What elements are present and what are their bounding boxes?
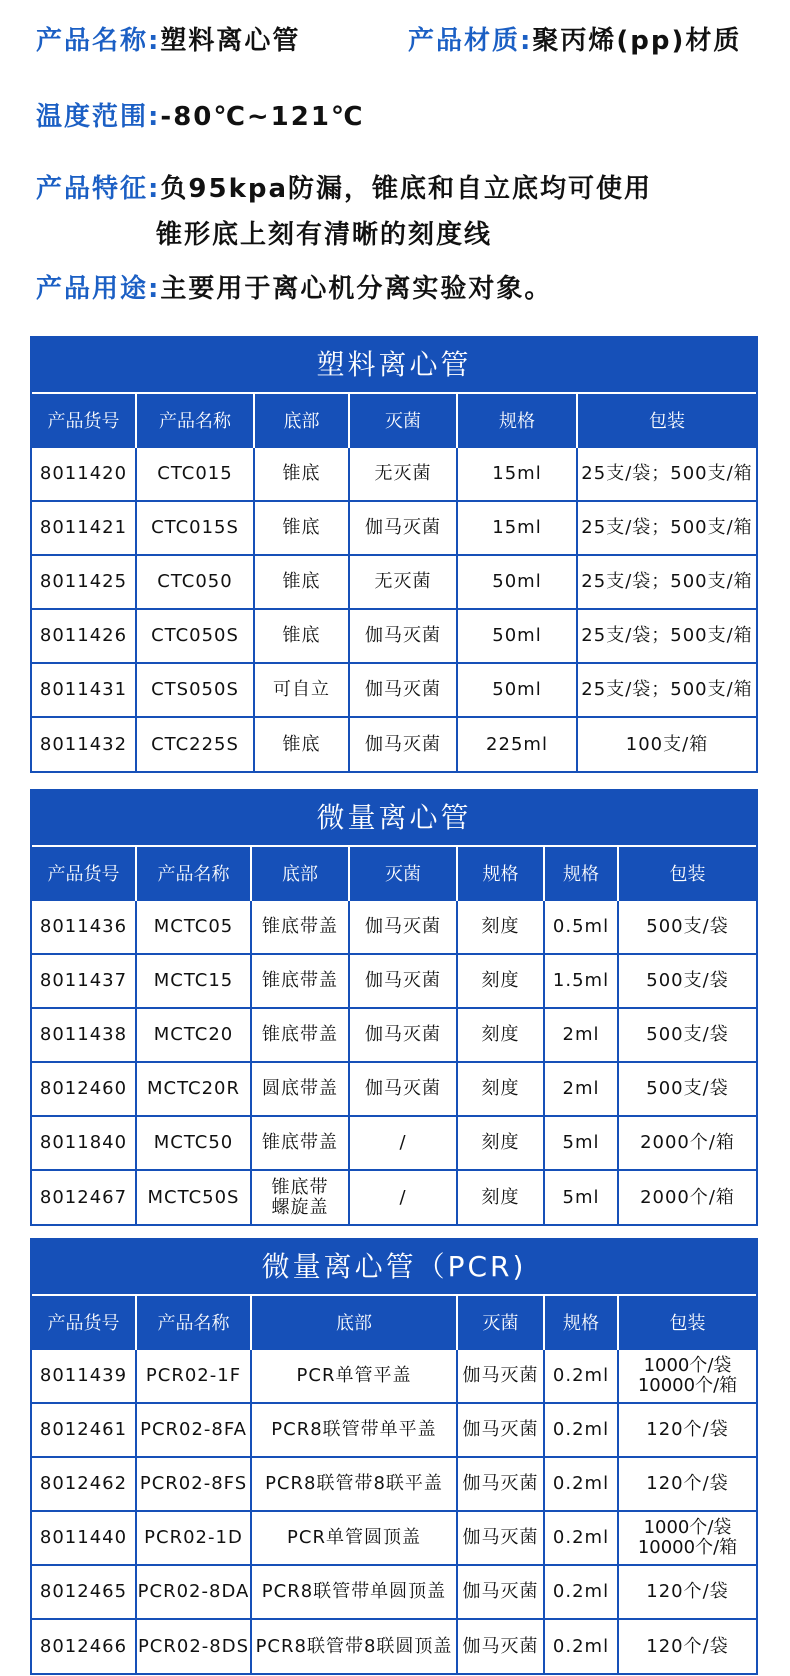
cell-packaging: 500支/袋 bbox=[618, 900, 756, 954]
product-material-value: 聚丙烯(pp)材质 bbox=[532, 26, 742, 56]
cell-bottom: 锥底带 螺旋盖 bbox=[251, 1170, 349, 1224]
cell-product-name: CTC050 bbox=[136, 555, 254, 609]
cell-product-name: PCR02-8FS bbox=[136, 1457, 251, 1511]
cell-packaging: 1000个/袋 10000个/箱 bbox=[618, 1349, 756, 1403]
cell-packaging: 25支/袋；500支/箱 bbox=[577, 609, 756, 663]
cell-packaging: 120个/袋 bbox=[618, 1403, 756, 1457]
cell-packaging: 25支/袋；500支/箱 bbox=[577, 555, 756, 609]
cell-volume: 2ml bbox=[544, 1008, 618, 1062]
cell-spec: 50ml bbox=[457, 555, 577, 609]
cell-product-name: MCTC15 bbox=[136, 954, 251, 1008]
cell-sterilization: 伽马灭菌 bbox=[457, 1403, 544, 1457]
cell-sterilization: 伽马灭菌 bbox=[457, 1619, 544, 1673]
cell-sterilization: 伽马灭菌 bbox=[349, 954, 457, 1008]
table-row bbox=[32, 954, 756, 1008]
cell-item-no: 8011439 bbox=[32, 1349, 136, 1403]
cell-packaging: 500支/袋 bbox=[618, 1008, 756, 1062]
table-title: 微量离心管（PCR) bbox=[32, 1240, 756, 1296]
cell-sterilization: 伽马灭菌 bbox=[349, 609, 457, 663]
cell-product-name: CTC015S bbox=[136, 501, 254, 555]
cell-bottom: 可自立 bbox=[254, 663, 349, 717]
table-row bbox=[32, 1457, 756, 1511]
cell-bottom: PCR8联管带8联平盖 bbox=[251, 1457, 457, 1511]
col-header-sterilization: 灭菌 bbox=[349, 394, 457, 447]
table-row bbox=[32, 1008, 756, 1062]
col-header-product-name: 产品名称 bbox=[136, 394, 254, 447]
cell-bottom: PCR单管圆顶盖 bbox=[251, 1511, 457, 1565]
cell-spec: 刻度 bbox=[457, 1062, 544, 1116]
temperature-label: 温度范围: bbox=[36, 102, 161, 132]
col-header-product-name: 产品名称 bbox=[136, 1296, 251, 1349]
cell-spec: 0.2ml bbox=[544, 1349, 618, 1403]
cell-sterilization: 伽马灭菌 bbox=[457, 1511, 544, 1565]
cell-product-name: CTS050S bbox=[136, 663, 254, 717]
cell-sterilization: / bbox=[349, 1170, 457, 1224]
cell-item-no: 8011840 bbox=[32, 1116, 136, 1170]
cell-sterilization: 伽马灭菌 bbox=[349, 717, 457, 771]
cell-bottom: 圆底带盖 bbox=[251, 1062, 349, 1116]
cell-sterilization: 伽马灭菌 bbox=[349, 663, 457, 717]
temperature-value: -80℃~121℃ bbox=[160, 102, 365, 132]
cell-bottom: PCR8联管带单圆顶盖 bbox=[251, 1565, 457, 1619]
cell-packaging: 25支/袋；500支/箱 bbox=[577, 663, 756, 717]
cell-spec: 刻度 bbox=[457, 900, 544, 954]
col-header-product-name: 产品名称 bbox=[136, 847, 251, 900]
col-header-spec: 规格 bbox=[544, 1296, 618, 1349]
feature-row-2 bbox=[156, 214, 492, 251]
cell-bottom: 锥底 bbox=[254, 501, 349, 555]
table-row bbox=[32, 1170, 756, 1224]
table-row bbox=[32, 501, 756, 555]
cell-volume: 2ml bbox=[544, 1062, 618, 1116]
product-name-row bbox=[36, 20, 300, 57]
cell-packaging: 120个/袋 bbox=[618, 1565, 756, 1619]
cell-spec: 15ml bbox=[457, 447, 577, 501]
cell-spec: 50ml bbox=[457, 609, 577, 663]
cell-sterilization: 伽马灭菌 bbox=[349, 900, 457, 954]
cell-volume: 5ml bbox=[544, 1170, 618, 1224]
cell-spec: 225ml bbox=[457, 717, 577, 771]
table-micro-tubes bbox=[30, 789, 758, 1226]
cell-item-no: 8012465 bbox=[32, 1565, 136, 1619]
table-header-row bbox=[32, 847, 756, 900]
cell-item-no: 8012461 bbox=[32, 1403, 136, 1457]
cell-product-name: MCTC50S bbox=[136, 1170, 251, 1224]
cell-bottom: 锥底带盖 bbox=[251, 954, 349, 1008]
cell-bottom: PCR8联管带8联圆顶盖 bbox=[251, 1619, 457, 1673]
cell-bottom: 锥底 bbox=[254, 447, 349, 501]
col-header-sterilization: 灭菌 bbox=[349, 847, 457, 900]
feature-line-2: 锥形底上刻有清晰的刻度线 bbox=[156, 220, 493, 250]
col-header-packaging: 包装 bbox=[618, 847, 756, 900]
cell-bottom: 锥底 bbox=[254, 717, 349, 771]
cell-spec: 刻度 bbox=[457, 1116, 544, 1170]
cell-item-no: 8011438 bbox=[32, 1008, 136, 1062]
table-grid bbox=[32, 1296, 756, 1673]
usage-row bbox=[36, 268, 552, 305]
col-header-bottom: 底部 bbox=[251, 847, 349, 900]
cell-item-no: 8011425 bbox=[32, 555, 136, 609]
table-row bbox=[32, 555, 756, 609]
col-header-packaging: 包装 bbox=[577, 394, 756, 447]
cell-item-no: 8011436 bbox=[32, 900, 136, 954]
cell-item-no: 8011421 bbox=[32, 501, 136, 555]
cell-packaging: 2000个/箱 bbox=[618, 1116, 756, 1170]
cell-product-name: PCR02-1D bbox=[136, 1511, 251, 1565]
cell-spec: 0.2ml bbox=[544, 1619, 618, 1673]
cell-spec: 0.2ml bbox=[544, 1403, 618, 1457]
cell-packaging: 25支/袋；500支/箱 bbox=[577, 501, 756, 555]
col-header-bottom: 底部 bbox=[254, 394, 349, 447]
col-header-spec: 规格 bbox=[457, 847, 544, 900]
cell-spec: 0.2ml bbox=[544, 1511, 618, 1565]
feature-row bbox=[36, 168, 652, 205]
cell-volume: 5ml bbox=[544, 1116, 618, 1170]
cell-spec: 刻度 bbox=[457, 954, 544, 1008]
cell-sterilization: 伽马灭菌 bbox=[457, 1565, 544, 1619]
cell-product-name: PCR02-8DA bbox=[136, 1565, 251, 1619]
cell-sterilization: / bbox=[349, 1116, 457, 1170]
cell-packaging: 25支/袋；500支/箱 bbox=[577, 447, 756, 501]
cell-item-no: 8012462 bbox=[32, 1457, 136, 1511]
cell-spec: 刻度 bbox=[457, 1008, 544, 1062]
cell-packaging: 100支/箱 bbox=[577, 717, 756, 771]
col-header-item-no: 产品货号 bbox=[32, 1296, 136, 1349]
table-row bbox=[32, 663, 756, 717]
cell-sterilization: 伽马灭菌 bbox=[349, 1008, 457, 1062]
table-row bbox=[32, 1619, 756, 1673]
cell-product-name: MCTC20R bbox=[136, 1062, 251, 1116]
table-row bbox=[32, 900, 756, 954]
cell-item-no: 8011426 bbox=[32, 609, 136, 663]
product-name-value: 塑料离心管 bbox=[160, 26, 301, 56]
cell-item-no: 8012467 bbox=[32, 1170, 136, 1224]
cell-packaging: 1000个/袋 10000个/箱 bbox=[618, 1511, 756, 1565]
col-header-packaging: 包装 bbox=[618, 1296, 756, 1349]
table-row bbox=[32, 1116, 756, 1170]
feature-label: 产品特征: bbox=[36, 174, 161, 204]
col-header-item-no: 产品货号 bbox=[32, 847, 136, 900]
cell-product-name: PCR02-8FA bbox=[136, 1403, 251, 1457]
cell-bottom: PCR8联管带单平盖 bbox=[251, 1403, 457, 1457]
usage-value: 主要用于离心机分离实验对象。 bbox=[160, 274, 553, 304]
col-header-spec: 规格 bbox=[457, 394, 577, 447]
cell-volume: 0.5ml bbox=[544, 900, 618, 954]
product-name-label: 产品名称: bbox=[36, 26, 161, 56]
table-title: 塑料离心管 bbox=[32, 338, 756, 394]
temperature-row bbox=[36, 96, 364, 133]
cell-sterilization: 伽马灭菌 bbox=[349, 1062, 457, 1116]
table-row bbox=[32, 609, 756, 663]
cell-bottom: 锥底带盖 bbox=[251, 1116, 349, 1170]
cell-bottom: PCR单管平盖 bbox=[251, 1349, 457, 1403]
cell-volume: 1.5ml bbox=[544, 954, 618, 1008]
table-row bbox=[32, 1403, 756, 1457]
table-header-row bbox=[32, 394, 756, 447]
cell-spec: 0.2ml bbox=[544, 1565, 618, 1619]
cell-packaging: 2000个/箱 bbox=[618, 1170, 756, 1224]
cell-packaging: 500支/袋 bbox=[618, 1062, 756, 1116]
table-title: 微量离心管 bbox=[32, 791, 756, 847]
cell-product-name: CTC050S bbox=[136, 609, 254, 663]
cell-bottom: 锥底 bbox=[254, 609, 349, 663]
cell-spec: 50ml bbox=[457, 663, 577, 717]
cell-bottom: 锥底带盖 bbox=[251, 900, 349, 954]
cell-item-no: 8011432 bbox=[32, 717, 136, 771]
cell-bottom: 锥底 bbox=[254, 555, 349, 609]
cell-packaging: 120个/袋 bbox=[618, 1457, 756, 1511]
cell-item-no: 8011437 bbox=[32, 954, 136, 1008]
col-header-spec-volume: 规格 bbox=[544, 847, 618, 900]
table-row bbox=[32, 1565, 756, 1619]
cell-product-name: MCTC50 bbox=[136, 1116, 251, 1170]
table-grid bbox=[32, 394, 756, 771]
cell-spec: 0.2ml bbox=[544, 1457, 618, 1511]
cell-product-name: MCTC20 bbox=[136, 1008, 251, 1062]
col-header-bottom: 底部 bbox=[251, 1296, 457, 1349]
cell-spec: 15ml bbox=[457, 501, 577, 555]
product-material-row bbox=[408, 20, 741, 57]
cell-item-no: 8011420 bbox=[32, 447, 136, 501]
cell-item-no: 8012460 bbox=[32, 1062, 136, 1116]
col-header-sterilization: 灭菌 bbox=[457, 1296, 544, 1349]
table-row bbox=[32, 447, 756, 501]
cell-sterilization: 伽马灭菌 bbox=[457, 1457, 544, 1511]
cell-product-name: PCR02-8DS bbox=[136, 1619, 251, 1673]
table-row bbox=[32, 1062, 756, 1116]
table-row bbox=[32, 1511, 756, 1565]
usage-label: 产品用途: bbox=[36, 274, 161, 304]
table-row bbox=[32, 1349, 756, 1403]
cell-sterilization: 无灭菌 bbox=[349, 555, 457, 609]
product-material-label: 产品材质: bbox=[408, 26, 533, 56]
cell-product-name: PCR02-1F bbox=[136, 1349, 251, 1403]
cell-bottom: 锥底带盖 bbox=[251, 1008, 349, 1062]
cell-sterilization: 无灭菌 bbox=[349, 447, 457, 501]
cell-packaging: 500支/袋 bbox=[618, 954, 756, 1008]
cell-item-no: 8011431 bbox=[32, 663, 136, 717]
cell-item-no: 8011440 bbox=[32, 1511, 136, 1565]
col-header-item-no: 产品货号 bbox=[32, 394, 136, 447]
table-pcr-tubes bbox=[30, 1238, 758, 1675]
cell-sterilization: 伽马灭菌 bbox=[349, 501, 457, 555]
table-row bbox=[32, 717, 756, 771]
table-grid bbox=[32, 847, 756, 1224]
cell-product-name: CTC225S bbox=[136, 717, 254, 771]
cell-spec: 刻度 bbox=[457, 1170, 544, 1224]
cell-item-no: 8012466 bbox=[32, 1619, 136, 1673]
table-plastic-tubes bbox=[30, 336, 758, 773]
cell-product-name: CTC015 bbox=[136, 447, 254, 501]
cell-sterilization: 伽马灭菌 bbox=[457, 1349, 544, 1403]
feature-line-1: 负95kpa防漏，锥底和自立底均可使用 bbox=[160, 174, 653, 204]
cell-product-name: MCTC05 bbox=[136, 900, 251, 954]
table-header-row bbox=[32, 1296, 756, 1349]
cell-packaging: 120个/袋 bbox=[618, 1619, 756, 1673]
